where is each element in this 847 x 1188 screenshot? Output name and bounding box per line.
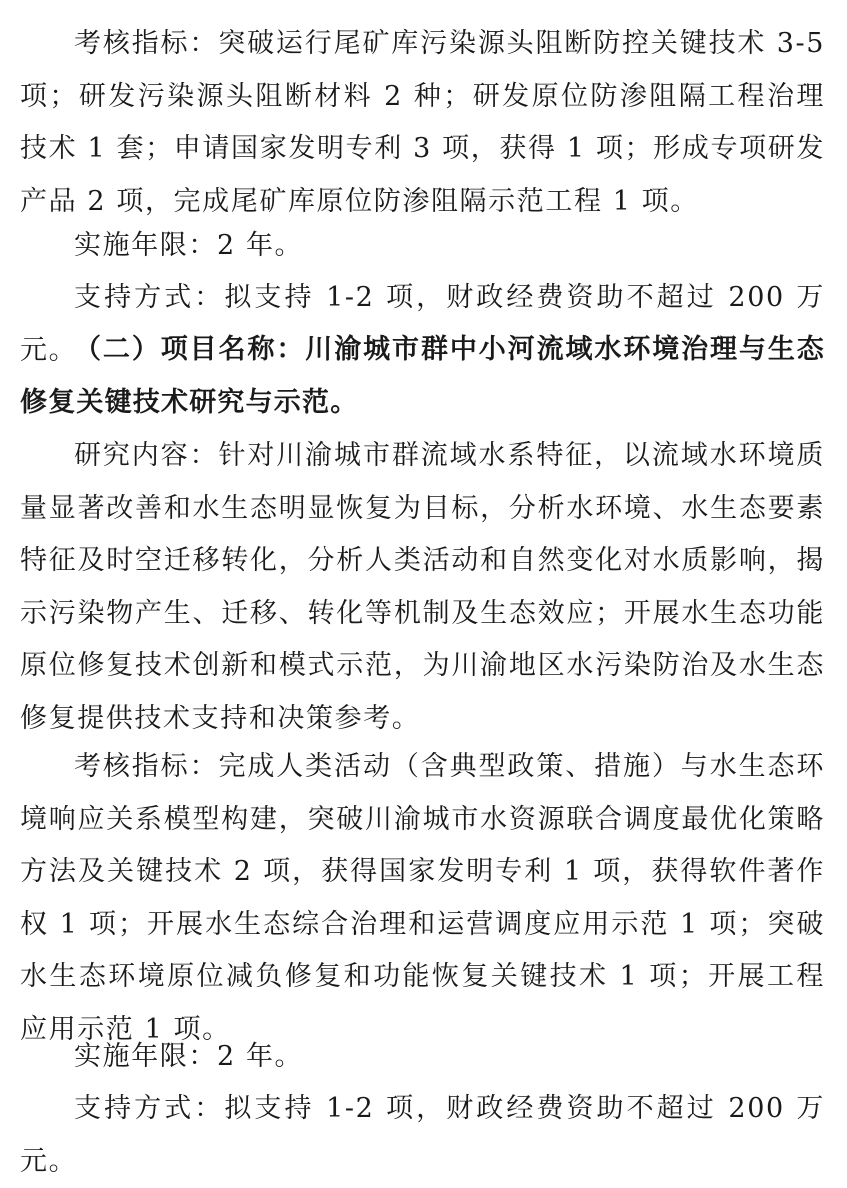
section2-assessment-paragraph: 考核指标：完成人类活动（含典型政策、措施）与水生态环境响应关系模型构建，突破川渝城市水资源联合调度最优化策略方法及关键技术 2 项，获得国家发明专利 1 项，获得软件著作权 1 项；开展水生态综合治理和运营调度应用示范 1 项；突破水生态环境原位减负修复和功能恢复关键技术 1 项；开展工程应用示范 1 项。 <box>20 751 825 1045</box>
section1-period-paragraph: 实施年限：2 年。 <box>74 230 304 261</box>
section2-heading: （二）项目名称：川渝城市群中小河流域水环境治理与生态修复关键技术研究与示范。 <box>20 334 825 418</box>
section2-research-paragraph: 研究内容：针对川渝城市群流域水系特征，以流域水环境质量显著改善和水生态明显恢复为目标，分析水环境、水生态要素特征及时空迁移转化，分析人类活动和自然变化对水质影响，揭示污染物产生、迁移、转化等机制及生态效应；开展水生态功能原位修复技术创新和模式示范，为川渝地区水污染防治及水生态修复提供技术支持和决策参考。 <box>20 440 825 734</box>
section1-support-paragraph: 支持方式：拟支持 1-2 项，财政经费资助不超过 200 万元。 <box>20 282 825 366</box>
section1-assessment-paragraph: 考核指标：突破运行尾矿库污染源头阻断防控关键技术 3-5 项；研发污染源头阻断材料 2 种；研发原位防渗阻隔工程治理技术 1 套；申请国家发明专利 3 项，获得 1 项；形成专项研发产品 2 项，完成尾矿库原位防渗阻隔示范工程 1 项。 <box>20 28 825 217</box>
section2-period-paragraph: 实施年限：2 年。 <box>74 1041 304 1072</box>
section2-support-paragraph: 支持方式：拟支持 1-2 项，财政经费资助不超过 200 万元。 <box>20 1093 825 1177</box>
